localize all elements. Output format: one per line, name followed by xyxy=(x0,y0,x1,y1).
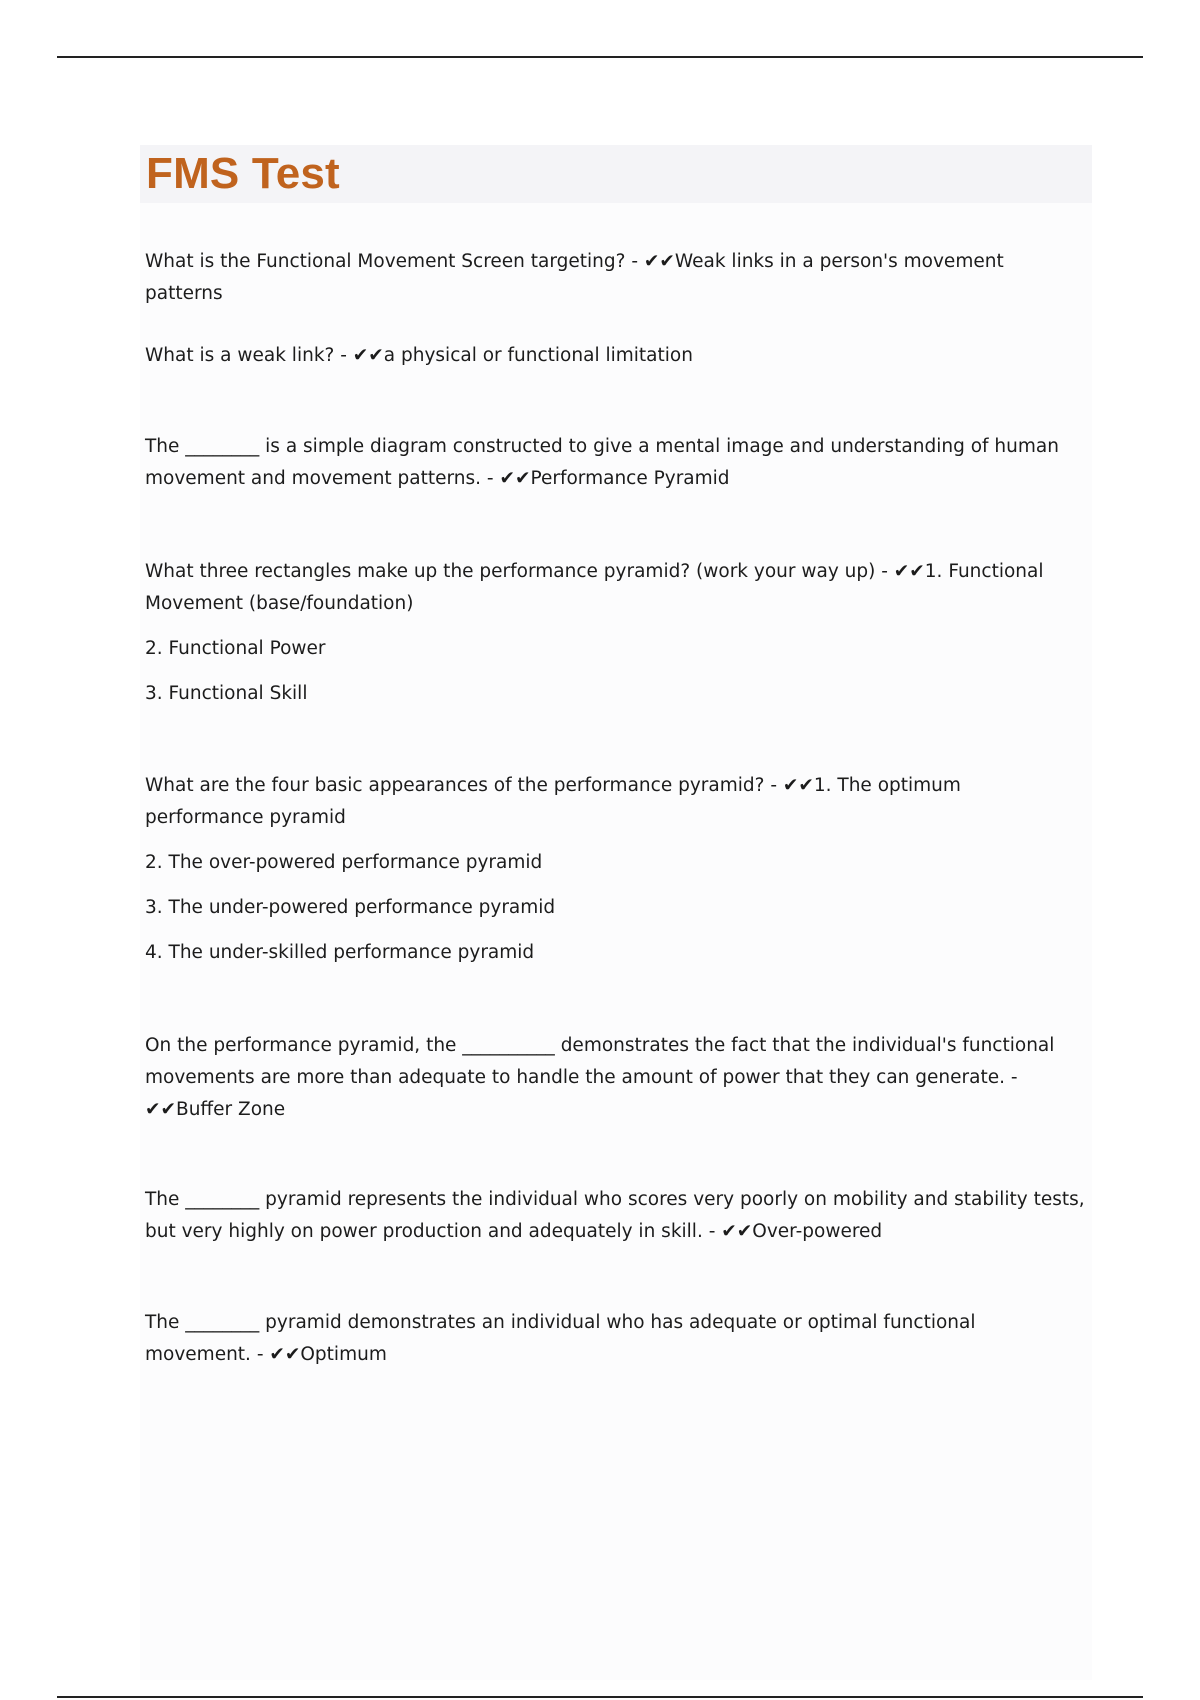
qa-entry-5 xyxy=(145,770,1085,969)
qa-text: The ________ pyramid demonstrates an individual who has adequate or optimal functional movement. - ✔✔Optimum xyxy=(145,1312,976,1365)
qa-text: The ________ is a simple diagram constructed to give a mental image and understanding of human movement and movement patterns. - ✔✔Performance Pyramid xyxy=(145,436,1059,489)
document-page xyxy=(140,145,1092,1680)
qa-text: What is the Functional Movement Screen targeting? - ✔✔Weak links in a person's movement patterns xyxy=(145,251,1004,304)
list-item: 3. Functional Skill xyxy=(145,683,308,704)
qa-text: What three rectangles make up the performance pyramid? (work your way up) - ✔✔1. Functional Movement (base/foundation) xyxy=(145,561,1044,614)
qa-entry-6 xyxy=(145,1030,1085,1126)
qa-text: On the performance pyramid, the __________ demonstrates the fact that the individual's functional movements are more than adequate to handle the amount of power that they can generate. - ✔✔Buffer Zone xyxy=(145,1035,1055,1120)
qa-entry-2 xyxy=(145,340,1085,372)
list-item: 2. Functional Power xyxy=(145,638,326,659)
qa-entry-3 xyxy=(145,431,1085,495)
qa-text: The ________ pyramid represents the individual who scores very poorly on mobility and stability tests, but very highly on power production and adequately in skill. - ✔✔Over-powered xyxy=(145,1189,1085,1242)
qa-entry-8 xyxy=(145,1307,1085,1371)
qa-entry-7 xyxy=(145,1184,1085,1248)
list-item: 3. The under-powered performance pyramid xyxy=(145,897,556,918)
list-item: 4. The under-skilled performance pyramid xyxy=(145,942,535,963)
header-rule xyxy=(57,56,1143,58)
qa-text: What are the four basic appearances of the performance pyramid? - ✔✔1. The optimum performance pyramid xyxy=(145,775,961,828)
title-band xyxy=(140,145,1092,203)
qa-text: What is a weak link? - ✔✔a physical or functional limitation xyxy=(145,345,693,366)
document-title: FMS Test xyxy=(146,149,340,198)
list-item: 2. The over-powered performance pyramid xyxy=(145,852,543,873)
qa-entry-1 xyxy=(145,246,1085,310)
footer-rule xyxy=(57,1696,1143,1698)
qa-entry-4 xyxy=(145,556,1085,710)
